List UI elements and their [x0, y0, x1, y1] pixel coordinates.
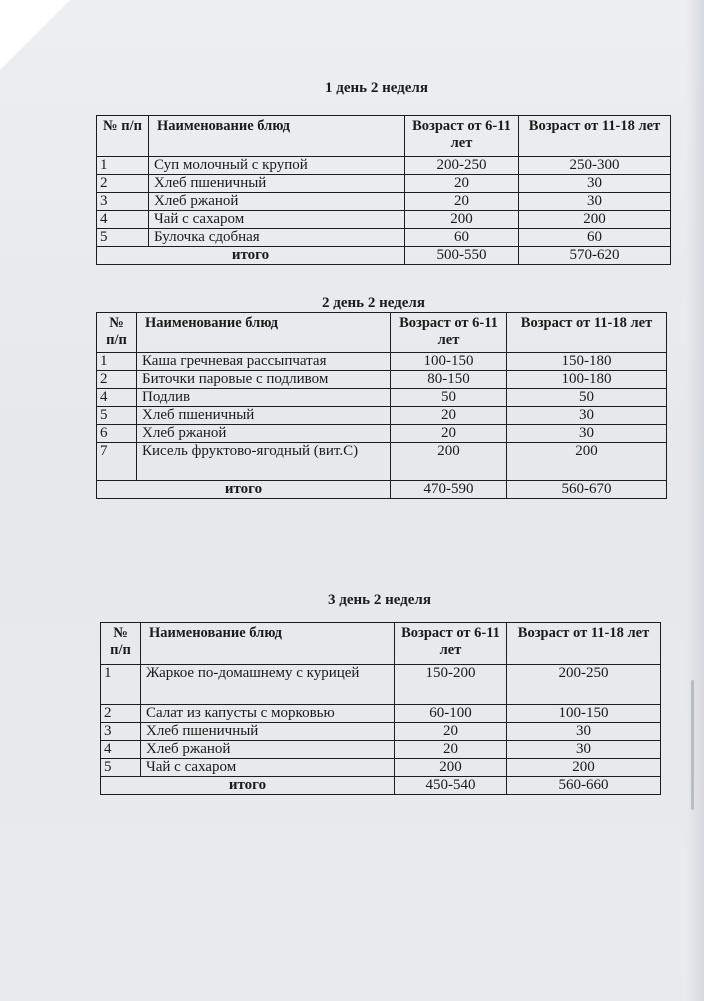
- col-header-dish: Наименование блюд: [141, 623, 395, 665]
- portion-age-11-18: 30: [507, 723, 661, 741]
- dish-name: Хлеб пшеничный: [141, 723, 395, 741]
- col-header-dish: Наименование блюд: [137, 313, 391, 353]
- portion-age-6-11: 50: [391, 389, 507, 407]
- dish-name: Хлеб пшеничный: [149, 175, 405, 193]
- total-label: итого: [101, 777, 395, 795]
- dish-name: Хлеб ржаной: [137, 425, 391, 443]
- portion-age-11-18: 200: [519, 211, 671, 229]
- col-header-number: № п/п: [101, 623, 141, 665]
- table-row: [97, 371, 667, 389]
- portion-age-6-11: 60: [405, 229, 519, 247]
- dish-name: Подлив: [137, 389, 391, 407]
- portion-age-11-18: 200: [507, 759, 661, 777]
- col-header-age-6-11: Возраст от 6-11 лет: [395, 623, 507, 665]
- portion-age-11-18: 100-150: [507, 705, 661, 723]
- row-number: 7: [97, 443, 137, 481]
- dish-name: Жаркое по-домашнему с курицей: [141, 665, 395, 705]
- day-2-heading: 2 день 2 неделя: [322, 295, 425, 311]
- table-row: [101, 723, 661, 741]
- day-3-menu-table: [100, 622, 661, 795]
- portion-age-11-18: 50: [507, 389, 667, 407]
- total-label: итого: [97, 481, 391, 499]
- row-number: 4: [97, 389, 137, 407]
- portion-age-11-18: 150-180: [507, 353, 667, 371]
- table-header-row: [101, 623, 661, 665]
- scrollbar[interactable]: [691, 680, 694, 810]
- table-row: [97, 353, 667, 371]
- total-age-6-11: 450-540: [395, 777, 507, 795]
- col-header-age-6-11: Возраст от 6-11 лет: [405, 116, 519, 157]
- table-row: [101, 705, 661, 723]
- table-row: [97, 443, 667, 481]
- dish-name: Хлеб ржаной: [149, 193, 405, 211]
- portion-age-6-11: 20: [391, 425, 507, 443]
- total-row: [101, 777, 661, 795]
- col-header-number: № п/п: [97, 116, 149, 157]
- dish-name: Хлеб ржаной: [141, 741, 395, 759]
- col-header-number: № п/п: [97, 313, 137, 353]
- portion-age-11-18: 250-300: [519, 157, 671, 175]
- portion-age-11-18: 30: [519, 175, 671, 193]
- row-number: 3: [101, 723, 141, 741]
- table-row: [97, 157, 671, 175]
- portion-age-11-18: 30: [507, 407, 667, 425]
- row-number: 5: [97, 229, 149, 247]
- day-1-menu-table: [96, 115, 671, 265]
- portion-age-11-18: 200-250: [507, 665, 661, 705]
- total-age-11-18: 560-670: [507, 481, 667, 499]
- table-row: [97, 425, 667, 443]
- day-2-menu-table: [96, 312, 667, 499]
- row-number: 1: [97, 157, 149, 175]
- row-number: 2: [101, 705, 141, 723]
- page-edge-shadow: [686, 0, 704, 1001]
- col-header-age-11-18: Возраст от 11-18 лет: [507, 623, 661, 665]
- table-header-row: [97, 116, 671, 157]
- portion-age-6-11: 20: [395, 723, 507, 741]
- total-age-11-18: 570-620: [519, 247, 671, 265]
- day-1-heading: 1 день 2 неделя: [325, 80, 428, 96]
- portion-age-6-11: 80-150: [391, 371, 507, 389]
- portion-age-6-11: 150-200: [395, 665, 507, 705]
- col-header-dish: Наименование блюд: [149, 116, 405, 157]
- portion-age-11-18: 30: [507, 425, 667, 443]
- table-row: [101, 665, 661, 705]
- row-number: 3: [97, 193, 149, 211]
- row-number: 5: [101, 759, 141, 777]
- portion-age-11-18: 200: [507, 443, 667, 481]
- portion-age-6-11: 20: [405, 175, 519, 193]
- table-row: [101, 741, 661, 759]
- row-number: 2: [97, 371, 137, 389]
- dish-name: Салат из капусты с морковью: [141, 705, 395, 723]
- portion-age-6-11: 200-250: [405, 157, 519, 175]
- portion-age-6-11: 200: [391, 443, 507, 481]
- portion-age-11-18: 30: [519, 193, 671, 211]
- dish-name: Булочка сдобная: [149, 229, 405, 247]
- portion-age-11-18: 30: [507, 741, 661, 759]
- row-number: 1: [101, 665, 141, 705]
- col-header-age-11-18: Возраст от 11-18 лет: [519, 116, 671, 157]
- folded-corner: [0, 0, 70, 70]
- portion-age-11-18: 60: [519, 229, 671, 247]
- col-header-age-6-11: Возраст от 6-11 лет: [391, 313, 507, 353]
- col-header-age-11-18: Возраст от 11-18 лет: [507, 313, 667, 353]
- dish-name: Биточки паровые с подливом: [137, 371, 391, 389]
- portion-age-6-11: 100-150: [391, 353, 507, 371]
- table-header-row: [97, 313, 667, 353]
- table-row: [97, 211, 671, 229]
- portion-age-11-18: 100-180: [507, 371, 667, 389]
- table-row: [97, 229, 671, 247]
- row-number: 5: [97, 407, 137, 425]
- row-number: 1: [97, 353, 137, 371]
- dish-name: Кисель фруктово-ягодный (вит.С): [137, 443, 391, 481]
- total-age-6-11: 500-550: [405, 247, 519, 265]
- row-number: 2: [97, 175, 149, 193]
- portion-age-6-11: 20: [395, 741, 507, 759]
- day-3-heading: 3 день 2 неделя: [328, 592, 431, 608]
- table-row: [97, 193, 671, 211]
- row-number: 4: [97, 211, 149, 229]
- table-row: [97, 175, 671, 193]
- table-row: [101, 759, 661, 777]
- portion-age-6-11: 200: [395, 759, 507, 777]
- portion-age-6-11: 60-100: [395, 705, 507, 723]
- row-number: 4: [101, 741, 141, 759]
- portion-age-6-11: 200: [405, 211, 519, 229]
- total-age-6-11: 470-590: [391, 481, 507, 499]
- portion-age-6-11: 20: [391, 407, 507, 425]
- dish-name: Суп молочный с крупой: [149, 157, 405, 175]
- total-age-11-18: 560-660: [507, 777, 661, 795]
- dish-name: Чай с сахаром: [141, 759, 395, 777]
- dish-name: Чай с сахаром: [149, 211, 405, 229]
- total-row: [97, 247, 671, 265]
- table-row: [97, 407, 667, 425]
- dish-name: Хлеб пшеничный: [137, 407, 391, 425]
- total-row: [97, 481, 667, 499]
- table-row: [97, 389, 667, 407]
- row-number: 6: [97, 425, 137, 443]
- portion-age-6-11: 20: [405, 193, 519, 211]
- dish-name: Каша гречневая рассыпчатая: [137, 353, 391, 371]
- total-label: итого: [97, 247, 405, 265]
